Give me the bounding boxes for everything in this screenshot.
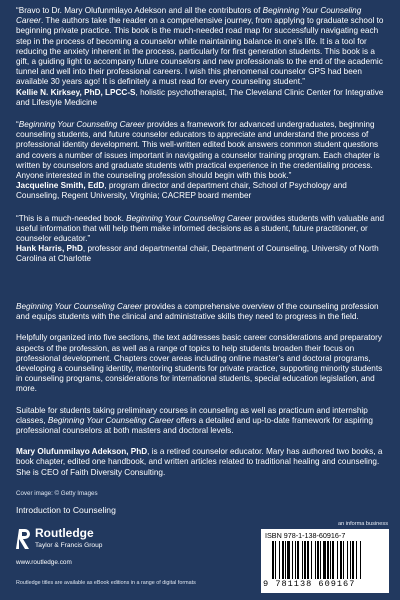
- endorsement-attribution: [16, 244, 388, 264]
- endorser-affiliation: , program director and department chair, School of Psychology and Counseling, Regent University, Virginia; CACREP board member: [16, 181, 347, 201]
- publisher-group: Taylor & Francis Group: [35, 542, 103, 549]
- book-title-italic: Beginning Your Counseling Career: [18, 120, 145, 130]
- quote-text: “Bravo to Dr. Mary Olufunmilayo Adekson and all the contributors of: [16, 6, 263, 15]
- book-title-italic: Beginning Your Counseling Career: [126, 213, 253, 223]
- book-title-italic: Beginning Your Counseling Career: [16, 6, 362, 26]
- endorsement-attribution: [16, 181, 388, 201]
- cover-image-credit: Cover image: © Getty Images: [16, 490, 98, 497]
- endorser-name: Hank Harris, PhD: [16, 244, 83, 254]
- endorser-name: Jacqueline Smith, EdD: [16, 181, 105, 191]
- description-text: provides a comprehensive overview of the counseling profession and equips students with the clinical and administrative skills they need to progress in the field.: [16, 302, 379, 322]
- book-description: [16, 302, 388, 489]
- endorser-affiliation: , holistic psychotherapist, The Cleveland Clinic Center for Integrative and Lifestyle Medicine: [16, 87, 384, 107]
- description-paragraph-1: [16, 302, 388, 322]
- description-text: Suitable for students taking preliminary courses in counseling as well as practicum and internship classes,: [16, 405, 368, 425]
- endorsement-2: [16, 120, 388, 202]
- informa-tagline: an informa business: [337, 521, 388, 527]
- endorsement-3: [16, 214, 388, 265]
- routledge-logo-icon: [16, 527, 32, 551]
- publisher-name: Routledge: [35, 526, 94, 540]
- quote-text: provides a framework for advanced undergraduates, beginning counseling students, and future counselor educators to appreciate and understand the process of professional identity development. This well-written edited book answers common student questions and covers a number of issues important in navigating a counselor training program. Each chapter is written by counselors and graduate students with practical experience in the credentialing process. Anyone interested in the counseling profession should begin with this book.”: [16, 120, 380, 181]
- book-title-italic: Beginning Your Counseling Career: [47, 415, 174, 425]
- quote-text: “: [16, 120, 19, 130]
- barcode-icon: [272, 541, 384, 579]
- author-name: Mary Olufunmilayo Adekson, PhD: [16, 447, 148, 457]
- endorsements: [16, 6, 388, 277]
- endorsement-1: [16, 6, 388, 108]
- endorsement-attribution: [16, 88, 388, 108]
- endorsement-quote: [16, 120, 388, 181]
- author-bio: [16, 447, 388, 478]
- endorsement-quote: [16, 214, 388, 245]
- description-paragraph-2: Helpfully organized into five sections, the text addresses basic career considerations and preparatory aspects of the profession, as well as a range of topics to help students broaden their focus on professional development. Chapters cover areas including online master’s and doctoral programs, developing a counseling identity, mentoring students for private practice, supporting minority students in counseling programs, considerations for international students, special education legislation, and more.: [16, 333, 383, 394]
- author-bio-text: , is a retired counselor educator. Mary has authored two books, a book chapter, edited one handbook, and written articles related to traditional healing and counseling. She is CEO of Faith Diversity Consulting.: [16, 447, 383, 477]
- description-paragraph-3: [16, 406, 388, 437]
- ebook-note: Routledge titles are available as eBook editions in a range of digital formats: [16, 580, 196, 586]
- isbn-label: ISBN 978-1-138-60916-7: [265, 531, 346, 540]
- publisher-website: www.routledge.com: [16, 559, 72, 566]
- endorser-affiliation: , professor and departmental chair, Department of Counseling, University of North Carolina at Charlotte: [16, 244, 379, 264]
- quote-text: “This is a much-needed book.: [16, 213, 127, 223]
- quote-text: provides students with valuable and useful information that will help them make informed decisions as a student, future practitioner, or counselor educator.”: [16, 213, 385, 244]
- quote-text: . The authors take the reader on a comprehensive journey, from applying to graduate school to beginning private practice. This book is the much-needed road map for successfully navigating each step in the process of becoming a counselor while maintaining balance in one’s life. It is a tool for reducing the anxiety inherent in the process, particularly for first generation students. This book is a gift, a guiding light to accompany future counselors and new professionals to the end of the academic tunnel and well into their professional careers. I wish this phenomenal counselor GPS had been available 30 years ago! It is definitely a must read for every counseling student.”: [16, 16, 384, 87]
- endorsement-quote: [16, 6, 388, 88]
- book-title-italic: Beginning Your Counseling Career: [16, 302, 142, 311]
- barcode-digits: 9 781138 609167: [263, 579, 356, 589]
- endorser-name: Kellie N. Kirksey, PhD, LPCC-S: [16, 87, 136, 97]
- description-text: offers a detailed and up-to-date framework for aspiring professional counselors at both masters and doctoral levels.: [16, 415, 373, 436]
- subject-category: Introduction to Counseling: [16, 505, 116, 515]
- isbn-barcode-panel: [261, 529, 389, 593]
